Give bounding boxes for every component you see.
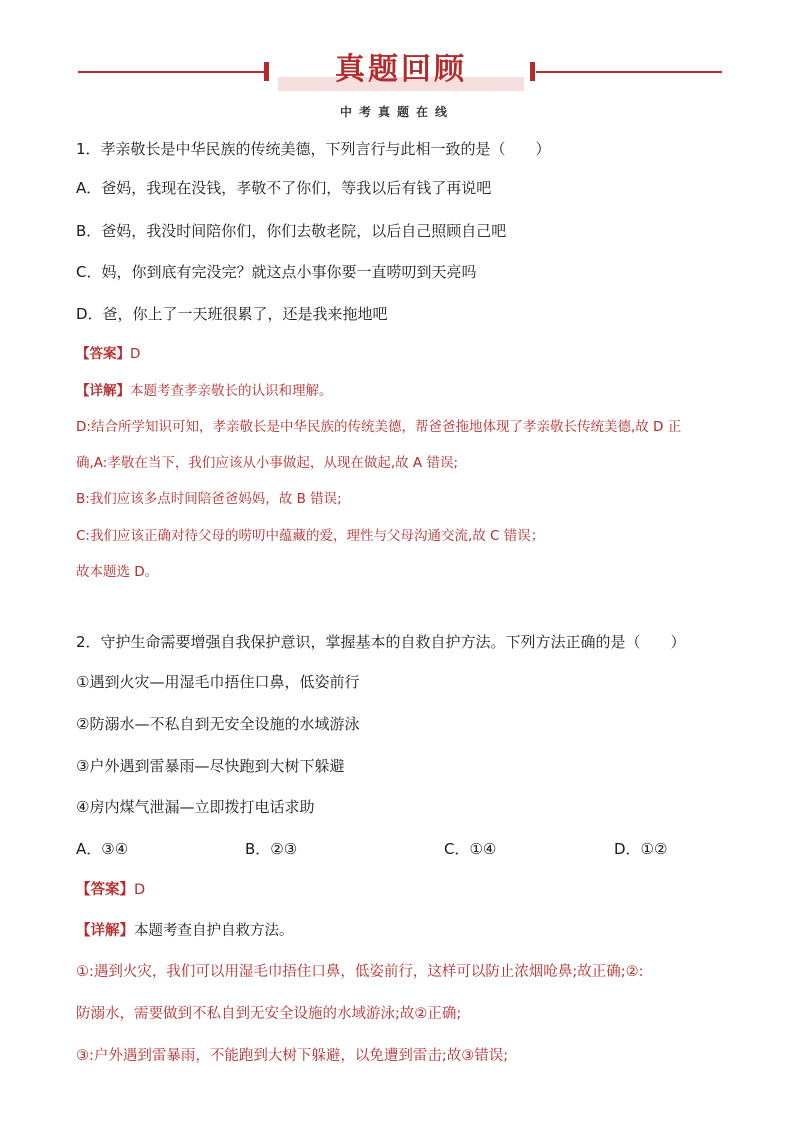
section-header [0, 44, 794, 104]
question-1-option-a: A．爸妈，我现在没钱，孝敬不了你们，等我以后有钱了再说吧 [76, 179, 492, 197]
question-1-option-d: D．爸，你上了一天班很累了，还是我来拖地吧 [76, 305, 388, 323]
question-1-detail-line: 故本题选 D。 [76, 564, 159, 580]
detail-label: 【详解】 [76, 383, 130, 399]
answer-value: D [130, 346, 141, 362]
header-tick-left [264, 62, 269, 81]
detail-intro: 本题考查孝亲敬长的认识和理解。 [130, 383, 333, 399]
answer-value: D [134, 882, 146, 898]
question-1-answer [76, 344, 140, 364]
question-2-item: ④房内煤气泄漏—立即拨打电话求助 [76, 798, 315, 816]
question-2-choice-d: D．①② [614, 840, 668, 858]
section-title: 真题回顾 [335, 52, 467, 87]
question-2-detail-line: 防溺水，需要做到不私自到无安全设施的水域游泳;故②正确; [76, 1006, 462, 1022]
question-2-stem: 2．守护生命需要增强自我保护意识，掌握基本的自救自护方法。下列方法正确的是（ ） [76, 633, 686, 651]
question-1-option-b: B．爸妈，我没时间陪你们，你们去敬老院，以后自己照顾自己吧 [76, 222, 507, 240]
question-1-stem: 1．孝亲敬长是中华民族的传统美德，下列言行与此相一致的是（ ） [76, 140, 551, 158]
question-2-choice-a: A．③④ [76, 840, 129, 858]
header-rule-left [78, 71, 266, 73]
answer-label: 【答案】 [76, 882, 134, 898]
detail-intro: 本题考查自护自救方法。 [134, 923, 294, 939]
question-2-choice-c: C．①④ [444, 840, 497, 858]
question-1-option-c: C．妈，你到底有完没完？就这点小事你要一直唠叨到天亮吗 [76, 263, 477, 281]
question-2-detail-line: ①:遇到火灾，我们可以用湿毛巾捂住口鼻，低姿前行，这样可以防止浓烟呛鼻;故正确;②: [76, 964, 644, 980]
question-2-choice-b: B．②③ [245, 840, 298, 858]
question-2-detail [76, 921, 294, 941]
answer-label: 【答案】 [76, 346, 130, 362]
detail-label: 【详解】 [76, 923, 134, 939]
question-2-detail-line: ③:户外遇到雷暴雨，不能跑到大树下躲避，以免遭到雷击;故③错误; [76, 1048, 509, 1064]
question-1-detail-line: C:我们应该正确对待父母的唠叨中蕴藏的爱，理性与父母沟通交流,故 C 错误； [76, 528, 545, 544]
question-1-detail-line: D:结合所学知识可知，孝亲敬长是中华民族的传统美德，帮爸爸拖地体现了孝亲敬长传统美德,故 D 正 [76, 419, 682, 435]
section-subtitle: 中考真题在线 [339, 105, 454, 119]
question-2-item: ①遇到火灾—用湿毛巾捂住口鼻，低姿前行 [76, 673, 360, 691]
question-2-item: ②防溺水—不私自到无安全设施的水域游泳 [76, 715, 360, 733]
question-1-detail [76, 381, 333, 401]
header-tick-right [530, 62, 535, 81]
header-rule-right [536, 71, 722, 73]
question-1-detail-line: 确,A:孝敬在当下，我们应该从小事做起，从现在做起,故 A 错误; [76, 455, 458, 471]
question-2-item: ③户外遇到雷暴雨—尽快跑到大树下躲避 [76, 757, 345, 775]
question-1-detail-line: B:我们应该多点时间陪爸爸妈妈，故 B 错误; [76, 491, 342, 507]
question-2-answer [76, 880, 145, 900]
